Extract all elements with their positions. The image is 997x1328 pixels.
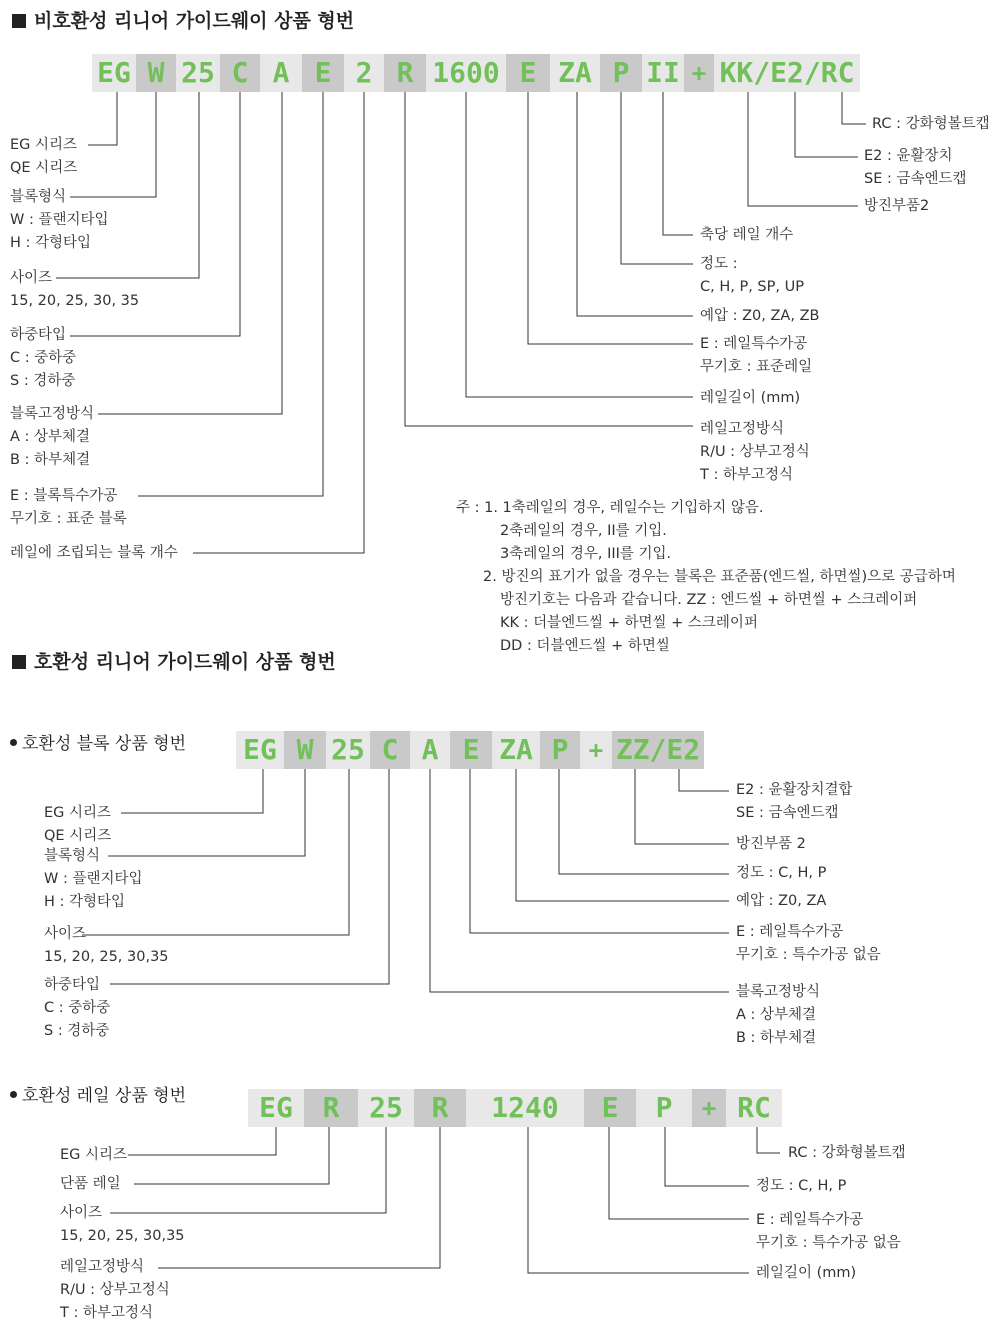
code-b-5: E — [450, 731, 492, 769]
r-right-accuracy: 정도 : C, H, P — [756, 1178, 847, 1194]
line-r-rc — [757, 1127, 780, 1153]
line-s1-eg — [88, 90, 117, 145]
line-s1-ii — [663, 90, 693, 235]
code-s1-4: A — [260, 54, 302, 92]
code-b-7: P — [540, 731, 580, 769]
line-s1-rc — [842, 90, 866, 124]
line-b-eg — [121, 768, 263, 813]
line-r-e — [609, 1127, 749, 1219]
line-r-fix — [158, 1127, 440, 1268]
s1-left-load: 하중타입 C : 중하중 S : 경하중 — [10, 327, 77, 389]
line-r-len — [528, 1127, 749, 1273]
code-r-3: R — [414, 1089, 466, 1127]
section2-heading: 호환성 리니어 가이드웨이 상품 형번 — [12, 650, 336, 674]
line-b-za — [516, 768, 729, 901]
code-s1-12: II — [642, 54, 684, 92]
code-s1-13: + — [684, 54, 714, 92]
s1-left-size: 사이즈 15, 20, 25, 30, 35 — [10, 270, 140, 309]
code-s1-14: KK/E2/RC — [714, 54, 860, 92]
line-b-e2 — [679, 768, 729, 791]
line-s1-fix — [98, 90, 282, 414]
line-s1-count — [193, 90, 364, 553]
line-r-eg — [128, 1127, 276, 1155]
b-right-fixing: 블록고정방식 A : 상부체결 B : 하부체결 — [736, 984, 821, 1046]
r-left-series: EG 시리즈 — [60, 1147, 128, 1163]
r-left-single-rail: 단품 레일 — [60, 1176, 121, 1192]
s1-left-block-type: 블록형식 W : 플랜지타입 H : 각형타입 — [10, 189, 109, 251]
code-s1-6: 2 — [344, 54, 384, 92]
s1-right-dust: 방진부품2 — [864, 198, 930, 214]
b-left-series: EG 시리즈 QE 시리즈 — [44, 805, 112, 844]
code-r-4: 1240 — [466, 1089, 584, 1127]
line-r-size — [110, 1127, 386, 1213]
s1-left-series: EG 시리즈 QE 시리즈 — [10, 137, 78, 176]
line-r-p — [665, 1127, 749, 1186]
b-right-dust: 방진부품 2 — [736, 836, 806, 852]
b-left-size: 사이즈 15, 20, 25, 30,35 — [44, 926, 169, 965]
s1-left-fixing: 블록고정방식 A : 상부체결 B : 하부체결 — [10, 406, 95, 468]
rail-subheading: 호환성 레일 상품 형번 — [10, 1085, 186, 1107]
line-s1-len — [466, 90, 693, 397]
line-s1-e2 — [528, 90, 693, 344]
dot-bullet-icon — [10, 1091, 17, 1098]
line-b-p — [559, 768, 729, 874]
b-right-accuracy: 정도 : C, H, P — [736, 865, 827, 881]
code-r-1: R — [304, 1089, 358, 1127]
code-s1-11: P — [600, 54, 642, 92]
code-b-1: W — [284, 731, 326, 769]
code-s1-9: E — [506, 54, 550, 92]
r-right-length: 레일길이 (mm) — [756, 1265, 857, 1281]
block-subheading: 호환성 블록 상품 형번 — [10, 733, 186, 755]
code-r-2: 25 — [358, 1089, 414, 1127]
code-r-8: RC — [726, 1089, 782, 1127]
square-bullet-icon — [12, 14, 26, 28]
section1-heading: 비호환성 리니어 가이드웨이 상품 형번 — [12, 9, 354, 33]
line-s1-w — [70, 90, 156, 197]
code-b-0: EG — [236, 731, 284, 769]
s1-right-rail-length: 레일길이 (mm) — [700, 390, 801, 406]
line-b-zz — [635, 768, 729, 844]
line-s1-r — [405, 90, 693, 426]
code-s1-7: R — [384, 54, 426, 92]
code-r-7: + — [692, 1089, 726, 1127]
r-right-special: E : 레일특수가공 무기호 : 특수가공 없음 — [756, 1212, 901, 1251]
code-s1-8: 1600 — [426, 54, 506, 92]
code-b-3: C — [370, 731, 410, 769]
line-s1-p — [621, 90, 693, 264]
line-b-w — [108, 768, 305, 856]
code-b-8: + — [580, 731, 612, 769]
b-right-lub: E2 : 윤활장치결합 SE : 금속엔드캡 — [736, 782, 853, 821]
code-b-6: ZA — [492, 731, 540, 769]
s1-right-rail-count: 축당 레일 개수 — [700, 227, 794, 243]
s1-right-accuracy: 정도 : C, H, P, SP, UP — [700, 256, 804, 295]
line-s1-e — [138, 90, 323, 496]
s1-right-rail-special: E : 레일특수가공 무기호 : 표준레일 — [700, 336, 813, 375]
s1-right-lub: E2 : 윤활장치 SE : 금속엔드캡 — [864, 148, 967, 187]
b-right-special: E : 레일특수가공 무기호 : 특수가공 없음 — [736, 924, 881, 963]
code-r-6: P — [636, 1089, 692, 1127]
line-b-a — [430, 768, 729, 992]
code-s1-2: 25 — [176, 54, 220, 92]
code-b-2: 25 — [326, 731, 370, 769]
code-s1-10: ZA — [550, 54, 600, 92]
code-s1-1: W — [136, 54, 176, 92]
b-left-block-type: 블록형식 W : 플랜지타입 H : 각형타입 — [44, 848, 143, 910]
code-r-5: E — [584, 1089, 636, 1127]
s1-left-special: E : 블록특수가공 무기호 : 표준 블록 — [10, 488, 127, 527]
code-s1-5: E — [302, 54, 344, 92]
r-left-fixing: 레일고정방식 R/U : 상부고정식 T : 하부고정식 — [60, 1259, 170, 1321]
line-s1-za — [577, 90, 693, 316]
r-left-size: 사이즈 15, 20, 25, 30,35 — [60, 1205, 185, 1244]
b-left-load: 하중타입 C : 중하중 S : 경하중 — [44, 977, 111, 1039]
code-s1-3: C — [220, 54, 260, 92]
s1-right-rc: RC : 강화형볼트캡 — [872, 116, 990, 132]
code-b-4: A — [410, 731, 450, 769]
dot-bullet-icon — [10, 739, 17, 746]
s1-left-count: 레일에 조립되는 블록 개수 — [10, 545, 178, 561]
code-s1-0: EG — [92, 54, 136, 92]
s1-right-rail-fixing: 레일고정방식 R/U : 상부고정식 T : 하부고정식 — [700, 421, 810, 483]
s1-right-preload: 예압 : Z0, ZA, ZB — [700, 308, 820, 324]
square-bullet-icon — [12, 655, 26, 669]
code-r-0: EG — [248, 1089, 304, 1127]
r-right-rc: RC : 강화형볼트캡 — [788, 1145, 906, 1161]
b-right-preload: 예압 : Z0, ZA — [736, 893, 827, 909]
line-b-e — [470, 768, 729, 933]
code-b-9: ZZ/E2 — [612, 731, 704, 769]
